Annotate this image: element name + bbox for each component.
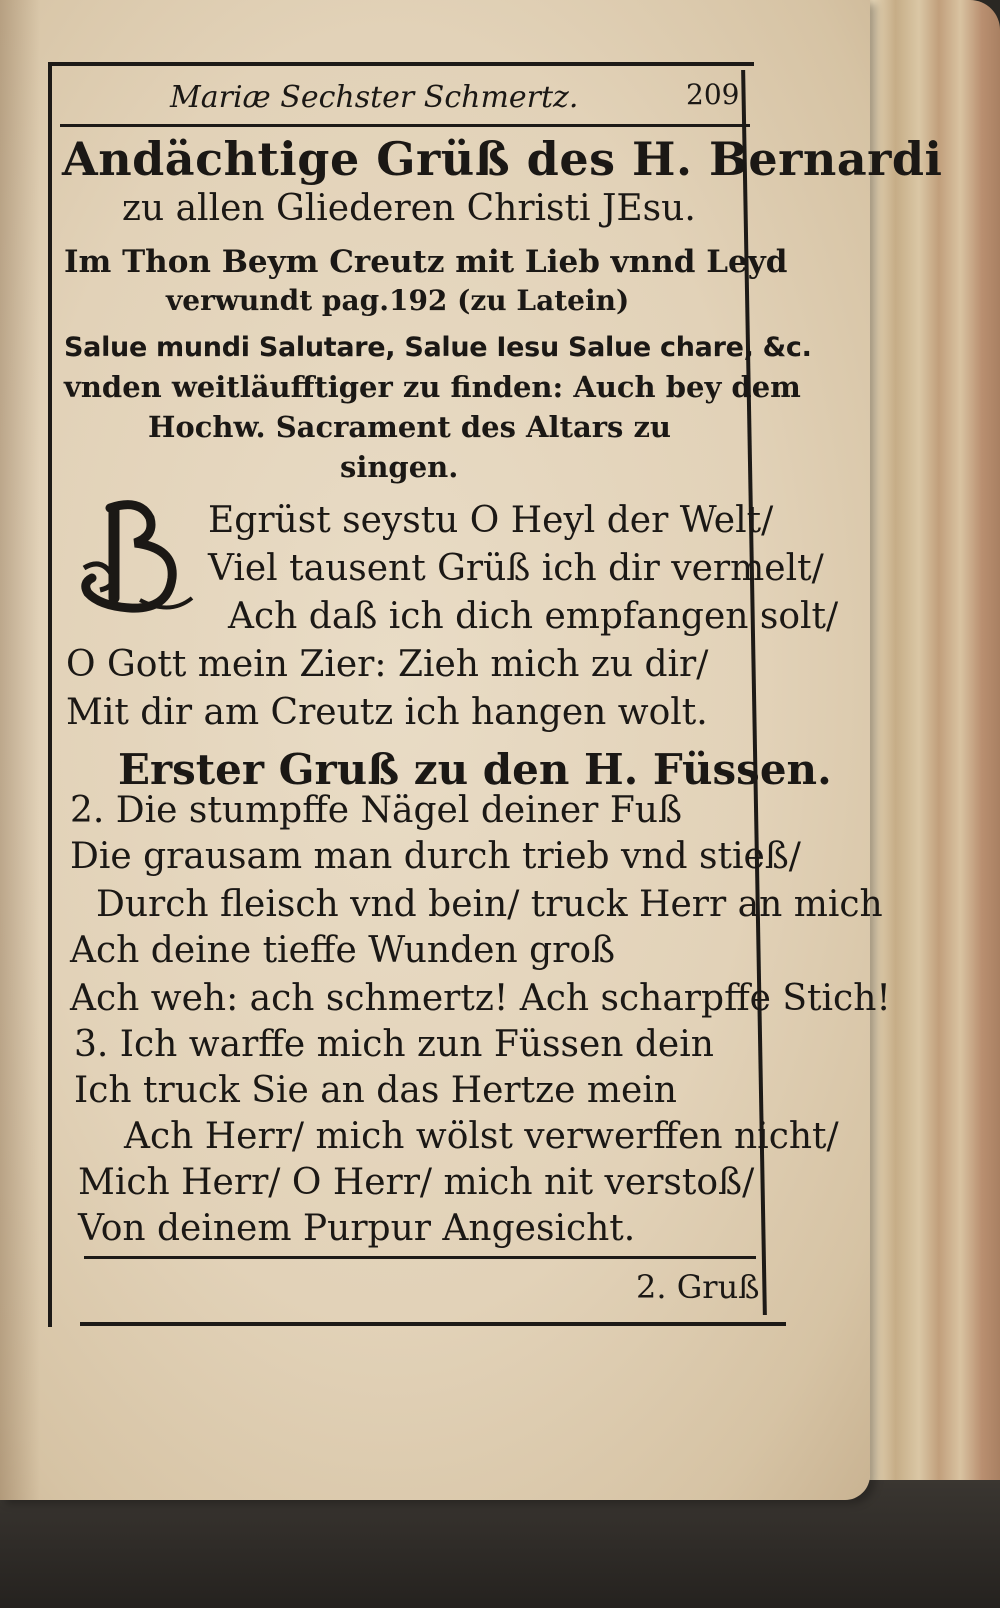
stanza3-line-4: Mich Herr/ O Herr/ mich nit verstoß/: [78, 1162, 755, 1203]
stanza2-line-5: Ach weh: ach schmertz! Ach scharpffe Stich!: [70, 978, 891, 1019]
stanza1-line-5: Mit dir am Creutz ich hangen wolt.: [66, 692, 708, 733]
stanza3-line-3: Ach Herr/ mich wölst verwerffen nicht/: [124, 1116, 839, 1157]
stanza1-line-2: Viel tausent Grüß ich dir vermelt/: [208, 548, 824, 589]
note-line-3: singen.: [340, 450, 459, 484]
melody-line-2: verwundt pag.192 (zu Latein): [166, 284, 630, 317]
header-rule: [60, 124, 750, 127]
gutter-shade: [0, 0, 40, 1500]
title-line-2: zu allen Gliederen Christi JEsu.: [122, 188, 696, 229]
footer-rule: [84, 1256, 756, 1259]
note-line-2: Hochw. Sacrament des Altars zu: [148, 410, 672, 444]
catchword: 2. Gruß: [636, 1268, 760, 1306]
running-head: Mariæ Sechster Schmertz.: [170, 80, 579, 115]
section-heading: Erster Gruß zu den H. Füssen.: [118, 745, 832, 794]
stanza1-line-1: Egrüst seystu O Heyl der Welt/: [208, 500, 774, 541]
decorated-initial: [80, 498, 200, 618]
stanza2-line-3: Durch fleisch vnd bein/ truck Herr an mich: [96, 884, 883, 925]
stanza3-line-2: Ich truck Sie an das Hertze mein: [74, 1070, 677, 1111]
stanza3-line-5: Von deinem Purpur Angesicht.: [78, 1208, 636, 1249]
frame-border-bottom: [80, 1322, 786, 1326]
title-line-1: Andächtige Grüß des H. Bernardi: [62, 132, 943, 186]
stanza3-line-1: 3. Ich warffe mich zun Füssen dein: [74, 1024, 714, 1065]
frame-border-left: [48, 62, 52, 1327]
melody-line-1: Im Thon Beym Creutz mit Lieb vnnd Leyd: [64, 244, 788, 280]
frame-border-top: [48, 62, 754, 66]
stanza1-line-4: O Gott mein Zier: Zieh mich zu dir/: [66, 644, 709, 685]
note-line-1: vnden weitläufftiger zu finden: Auch bey dem: [64, 370, 801, 404]
stanza1-line-3: Ach daß ich dich empfangen solt/: [228, 596, 839, 637]
initial-flourish-icon: [80, 498, 200, 618]
page-number: 209: [686, 78, 740, 111]
stanza2-line-2: Die grausam man durch trieb vnd stieß/: [70, 836, 801, 877]
latin-line: Salue mundi Salutare, Salue Iesu Salue chare, &c.: [64, 332, 812, 363]
stanza2-line-4: Ach deine tieffe Wunden groß: [70, 930, 616, 971]
stanza2-line-1: 2. Die stumpffe Nägel deiner Fuß: [70, 790, 683, 831]
